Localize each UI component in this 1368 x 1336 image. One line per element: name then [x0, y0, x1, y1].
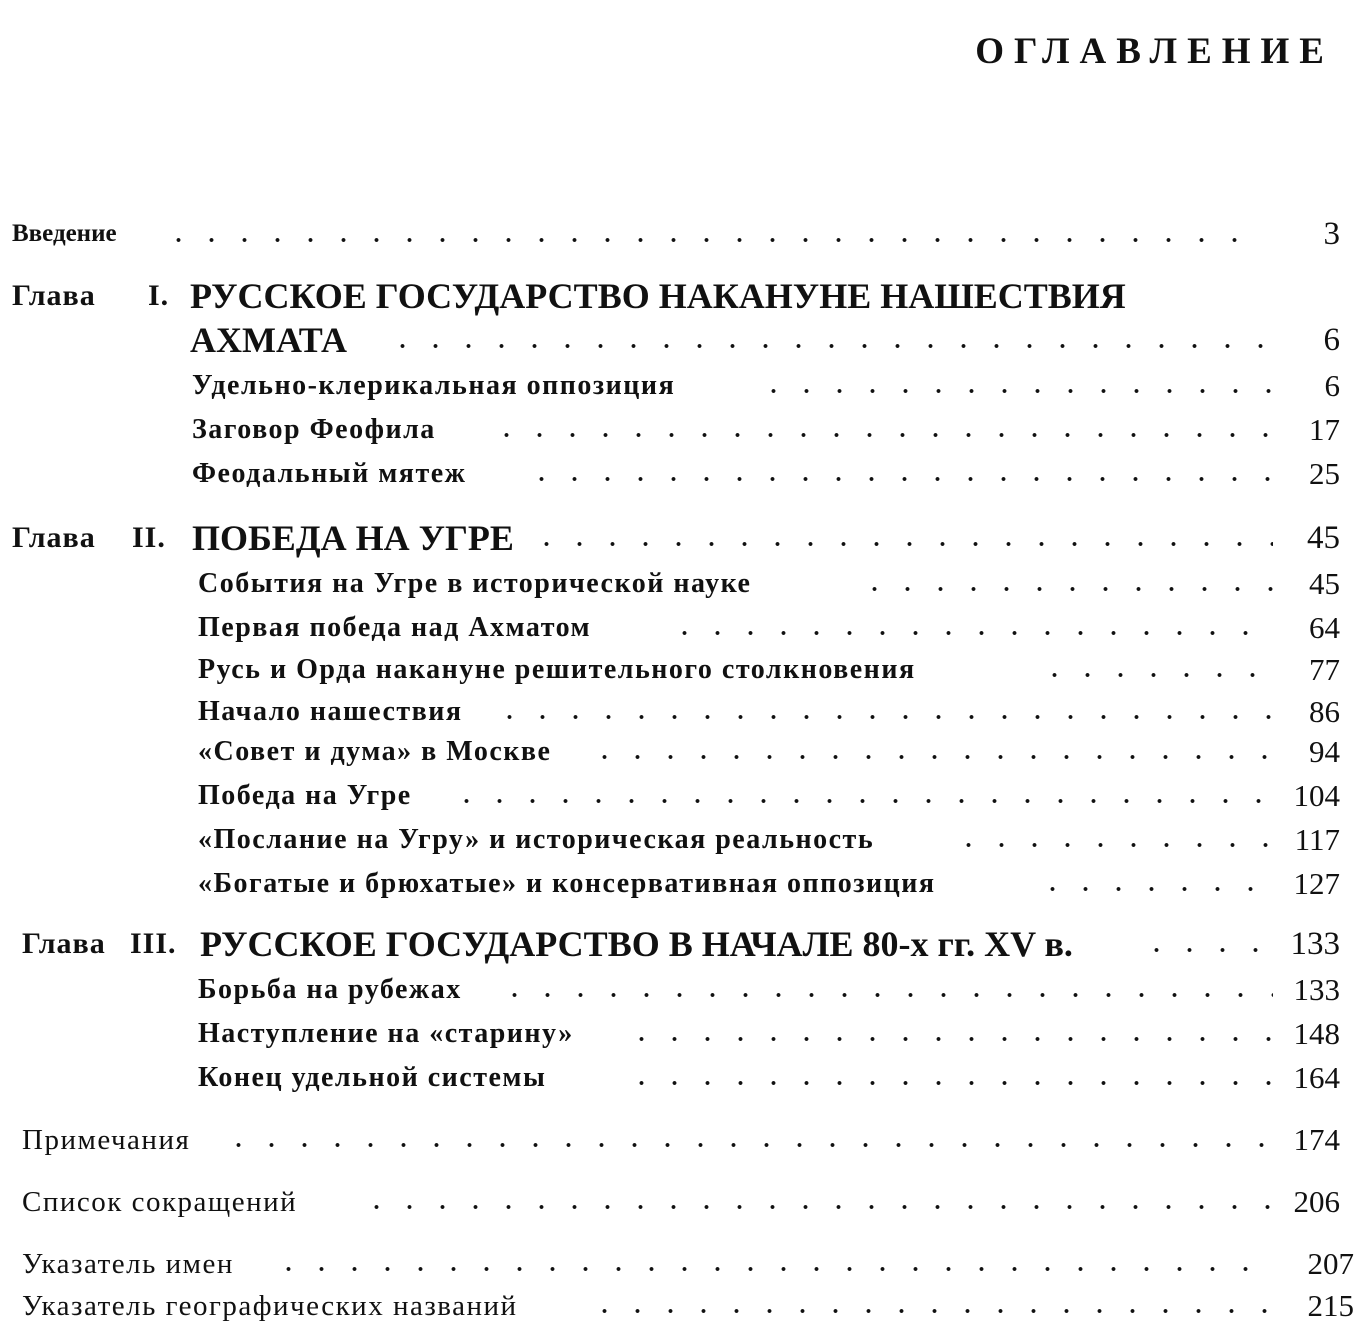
section-title: «Послание на Угру» и историческая реальность: [198, 824, 875, 855]
page-number: 133: [1290, 926, 1340, 962]
dot-leader: [757, 388, 1273, 394]
page-number: 6: [1324, 368, 1340, 403]
dot-leader: [525, 476, 1273, 482]
chapter-3-heading[interactable]: [0, 920, 1368, 968]
page-number: 64: [1309, 610, 1340, 645]
section-title: Удельно-клерикальная оппозиция: [192, 370, 676, 401]
dot-leader: [588, 1308, 1273, 1314]
dot-leader: [222, 1142, 1273, 1148]
chapter-1-heading[interactable]: [0, 272, 1368, 320]
toc-section[interactable]: [0, 452, 1368, 500]
toc-entry-intro[interactable]: [0, 212, 1368, 260]
page-number: 206: [1293, 1184, 1340, 1219]
chapter-title: ПОБЕДА НА УГРЕ: [192, 518, 514, 558]
toc-entry-name-index[interactable]: [0, 1242, 1368, 1290]
dot-leader: [1036, 886, 1273, 892]
section-title: «Совет и дума» в Москве: [198, 736, 552, 767]
dot-leader: [498, 992, 1273, 998]
entry-title: Указатель имен: [22, 1248, 234, 1280]
toc-section[interactable]: [0, 1056, 1368, 1104]
page-number: 104: [1293, 778, 1340, 813]
dot-leader: [625, 1036, 1273, 1042]
entry-title: Введение: [12, 220, 117, 247]
page-number: 127: [1293, 866, 1340, 901]
dot-leader: [450, 798, 1273, 804]
section-title: Начало нашествия: [198, 696, 463, 727]
page-number: 25: [1309, 456, 1340, 491]
page-number: 86: [1309, 694, 1340, 729]
chapter-number: III.: [130, 927, 177, 960]
chapter-number: II.: [132, 521, 166, 554]
toc-section[interactable]: [0, 606, 1368, 654]
section-title: Наступление на «старину»: [198, 1018, 574, 1049]
page-title: ОГЛАВЛЕНИЕ: [975, 31, 1334, 72]
page-number: 148: [1293, 1016, 1340, 1051]
entry-title: Примечания: [22, 1124, 191, 1156]
toc-section[interactable]: [0, 730, 1368, 778]
dot-leader: [625, 1080, 1273, 1086]
dot-leader: [1140, 947, 1273, 953]
toc-section[interactable]: [0, 562, 1368, 610]
toc-section[interactable]: [0, 968, 1368, 1016]
toc-section[interactable]: [0, 648, 1368, 696]
dot-leader: [1038, 672, 1273, 678]
page-number: 45: [1307, 520, 1340, 556]
page-number: 94: [1309, 734, 1340, 769]
section-title: Заговор Феофила: [192, 414, 436, 445]
page-number: 133: [1293, 972, 1340, 1007]
chapter-label: Глава: [12, 521, 96, 554]
page-number: 3: [1323, 216, 1340, 252]
section-title: Русь и Орда накануне решительного столкновения: [198, 654, 916, 685]
page-number: 77: [1309, 652, 1340, 687]
entry-title: Указатель географических названий: [22, 1290, 518, 1322]
entry-title: Список сокращений: [22, 1186, 298, 1218]
toc-section[interactable]: [0, 862, 1368, 910]
dot-leader: [360, 1204, 1273, 1210]
page-number: 215: [1307, 1288, 1354, 1323]
page-number: 6: [1323, 322, 1340, 358]
section-title: «Богатые и брюхатые» и консервативная оппозиция: [198, 868, 936, 899]
page-number: 45: [1309, 566, 1340, 601]
toc-section[interactable]: [0, 364, 1368, 412]
toc-section[interactable]: [0, 408, 1368, 456]
dot-leader: [272, 1266, 1273, 1272]
section-title: Конец удельной системы: [198, 1062, 547, 1093]
chapter-title: РУССКОЕ ГОСУДАРСТВО В НАЧАЛЕ 80-х гг. XV в.: [200, 924, 1073, 964]
toc-section[interactable]: [0, 1012, 1368, 1060]
dot-leader: [952, 842, 1273, 848]
page-number: 207: [1307, 1246, 1354, 1281]
chapter-title-cont: АХМАТА: [190, 320, 348, 360]
toc-entry-geo-index[interactable]: [0, 1284, 1368, 1332]
toc-entry-abbreviations[interactable]: [0, 1180, 1368, 1228]
page-number: 17: [1309, 412, 1340, 447]
dot-leader: [386, 343, 1273, 349]
chapter-label: Глава: [22, 927, 106, 960]
page-number: 117: [1294, 822, 1340, 857]
page-number: 174: [1293, 1122, 1340, 1157]
chapter-1-heading-cont[interactable]: [0, 318, 1368, 366]
dot-leader: [490, 432, 1273, 438]
toc-section[interactable]: [0, 818, 1368, 866]
dot-leader: [858, 586, 1273, 592]
section-title: События на Угре в исторической науке: [198, 568, 752, 599]
section-title: Феодальный мятеж: [192, 458, 467, 489]
section-title: Борьба на рубежах: [198, 974, 462, 1005]
dot-leader: [162, 237, 1248, 243]
chapter-2-heading[interactable]: [0, 514, 1368, 562]
chapter-label: Глава: [12, 279, 96, 312]
section-title: Первая победа над Ахматом: [198, 612, 592, 643]
chapter-title: РУССКОЕ ГОСУДАРСТВО НАКАНУНЕ НАШЕСТВИЯ: [190, 276, 1126, 316]
toc-entry-notes[interactable]: [0, 1118, 1368, 1166]
dot-leader: [668, 630, 1273, 636]
page-number: 164: [1293, 1060, 1340, 1095]
section-title: Победа на Угре: [198, 780, 412, 811]
toc-section[interactable]: [0, 774, 1368, 822]
dot-leader: [493, 714, 1273, 720]
chapter-number: I.: [148, 279, 170, 312]
dot-leader: [530, 541, 1273, 547]
dot-leader: [588, 754, 1273, 760]
